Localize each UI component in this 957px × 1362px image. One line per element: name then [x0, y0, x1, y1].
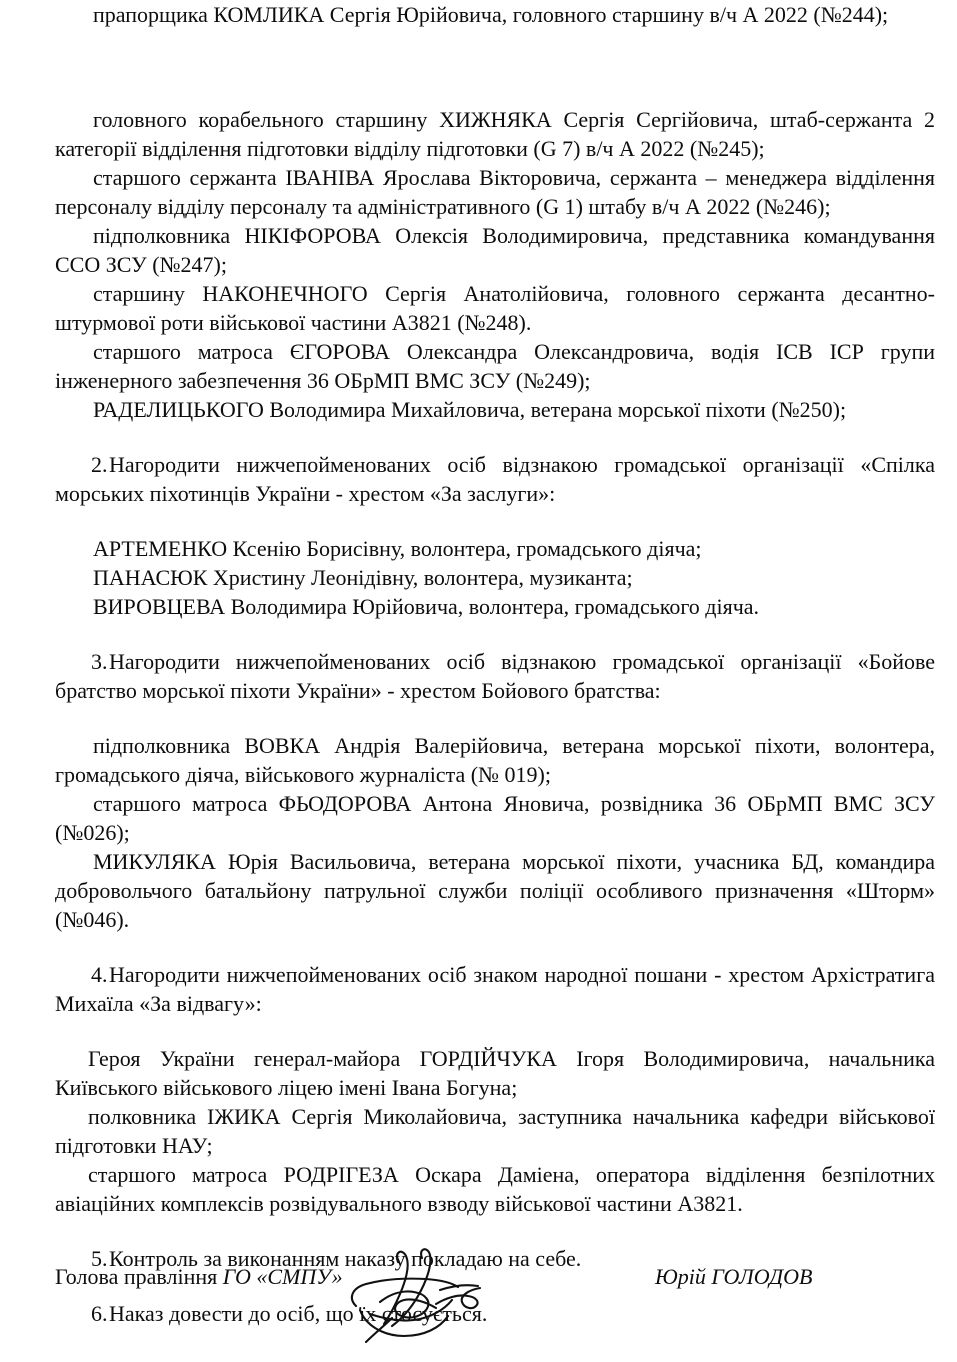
- signatory-role: [55, 1262, 343, 1291]
- clause-5-gap: [55, 1218, 935, 1244]
- clause-2: [55, 450, 935, 508]
- clause-5-text: Контроль за виконанням наказу покладаю на себе.: [109, 1246, 582, 1271]
- clause-gap: [55, 424, 935, 450]
- clause-4-text: Нагородити нижчепойменованих осіб знаком народної пошани - хрестом Архістратига Михаїла «За відвагу»:: [55, 962, 935, 1016]
- award-entry-khyzhnyak: головного корабельного старшину ХИЖНЯКА Сергія Сергійовича, штаб-сержанта 2 категорії відділення підготовки відділу підготовки (G 7) в/ч А 2022 (№245);: [55, 107, 935, 161]
- award-entry-nakonechnyi: старшину НАКОНЕЧНОГО Сергія Анатолійовича, головного сержанта десантно-штурмової роти військової частини А3821 (№248).: [55, 281, 935, 335]
- clause-4-entry-hordiichuk: Героя України генерал-майора ГОРДІЙЧУКА Ігоря Володимировича, начальника Київського військового ліцею імені Івана Богуна;: [55, 1046, 935, 1100]
- award-entry-komlyk: прапорщика КОМЛИКА Сергія Юрійовича, головного старшину в/ч А 2022 (№244);: [93, 2, 889, 27]
- clause-3-entry-fodorov: старшого матроса ФЬОДОРОВА Антона Яновича, розвідника 36 ОБрМП ВМС ЗСУ (№026);: [55, 791, 935, 845]
- award-entry-ivaniv: старшого сержанта ІВАНІВА Ярослава Вікторовича, сержанта – менеджера відділення персоналу відділу персоналу та адміністративного (G 1) штабу в/ч А 2022 (№246);: [55, 165, 935, 219]
- award-entry-yehorov: старшого матроса ЄГОРОВА Олександра Олександровича, водія ІСВ ІСР групи інженерного забезпечення 36 ОБрМП ВМС ЗСУ (№249);: [55, 339, 935, 393]
- clause-4: [55, 960, 935, 1018]
- clause-3-text: Нагородити нижчепойменованих осіб відзнакою громадської організації «Бойове братство морської піхоти України» - хрестом Бойового братства:: [55, 649, 935, 703]
- clause-2-number: 2.: [91, 452, 108, 477]
- clause-3-gap: [55, 621, 935, 647]
- clause-4-gap: [55, 934, 935, 960]
- clause-4-entries-gap: [55, 1018, 935, 1044]
- clause-4-entry-izhyk: полковника ІЖИКА Сергія Миколайовича, заступника начальника кафедри військової підготовки НАУ;: [55, 1104, 935, 1158]
- signature-block: [55, 1262, 935, 1362]
- clause-2-name-3: ВИРОВЦЕВА Володимира Юрійовича, волонтера, громадського діяча.: [93, 594, 760, 619]
- signatory-role-prefix: Голова правління: [55, 1264, 223, 1289]
- clause-3-entries-gap: [55, 705, 935, 731]
- clause-5-number: 5.: [91, 1246, 108, 1271]
- clause-2-name-2: ПАНАСЮК Христину Леонідівну, волонтера, музиканта;: [93, 565, 633, 590]
- clause-2-names-gap: [55, 508, 935, 534]
- clause-3-number: 3.: [91, 649, 108, 674]
- clause-3: [55, 647, 935, 705]
- paragraph-gap: [55, 29, 935, 105]
- clause-3-entry-mykuliaka: МИКУЛЯКА Юрія Васильовича, ветерана морської піхоти, учасника БД, командира добровольчого батальйону патрульної служби поліції особливого призначення «Шторм» (№046).: [55, 849, 935, 932]
- document-body: [55, 0, 935, 1328]
- clause-4-number: 4.: [91, 962, 108, 987]
- clause-2-name-1: АРТЕМЕНКО Ксенію Борисівну, волонтера, громадського діяча;: [93, 536, 702, 561]
- clause-4-entry-rodrihez: старшого матроса РОДРІГЕЗА Оскара Даміена, оператора відділення безпілотних авіаційних комплексів розвідувального взводу військової частини А3821.: [55, 1162, 935, 1216]
- clause-6-text: Наказ довести до осіб, що їх стосується.: [109, 1301, 488, 1326]
- award-entry-radelytskyi: РАДЕЛИЦЬКОГО Володимира Михайловича, ветерана морської піхоти (№250);: [93, 397, 847, 422]
- signatory-organization: ГО «СМПУ»: [222, 1264, 343, 1289]
- award-entry-nikiforov: підполковника НІКІФОРОВА Олексія Володимировича, представника командування ССО ЗСУ (№247);: [55, 223, 935, 277]
- signatory-name: Юрій ГОЛОДОВ: [655, 1264, 813, 1289]
- clause-3-entry-vovk: підполковника ВОВКА Андрія Валерійовича, ветерана морської піхоти, волонтера, громадського діяча, військового журналіста (№ 019);: [55, 733, 935, 787]
- clause-6-number: 6.: [91, 1301, 108, 1326]
- clause-2-text: Нагородити нижчепойменованих осіб відзнакою громадської організації «Спілка морських піхотинців України - хрестом «За заслуги»:: [55, 452, 935, 506]
